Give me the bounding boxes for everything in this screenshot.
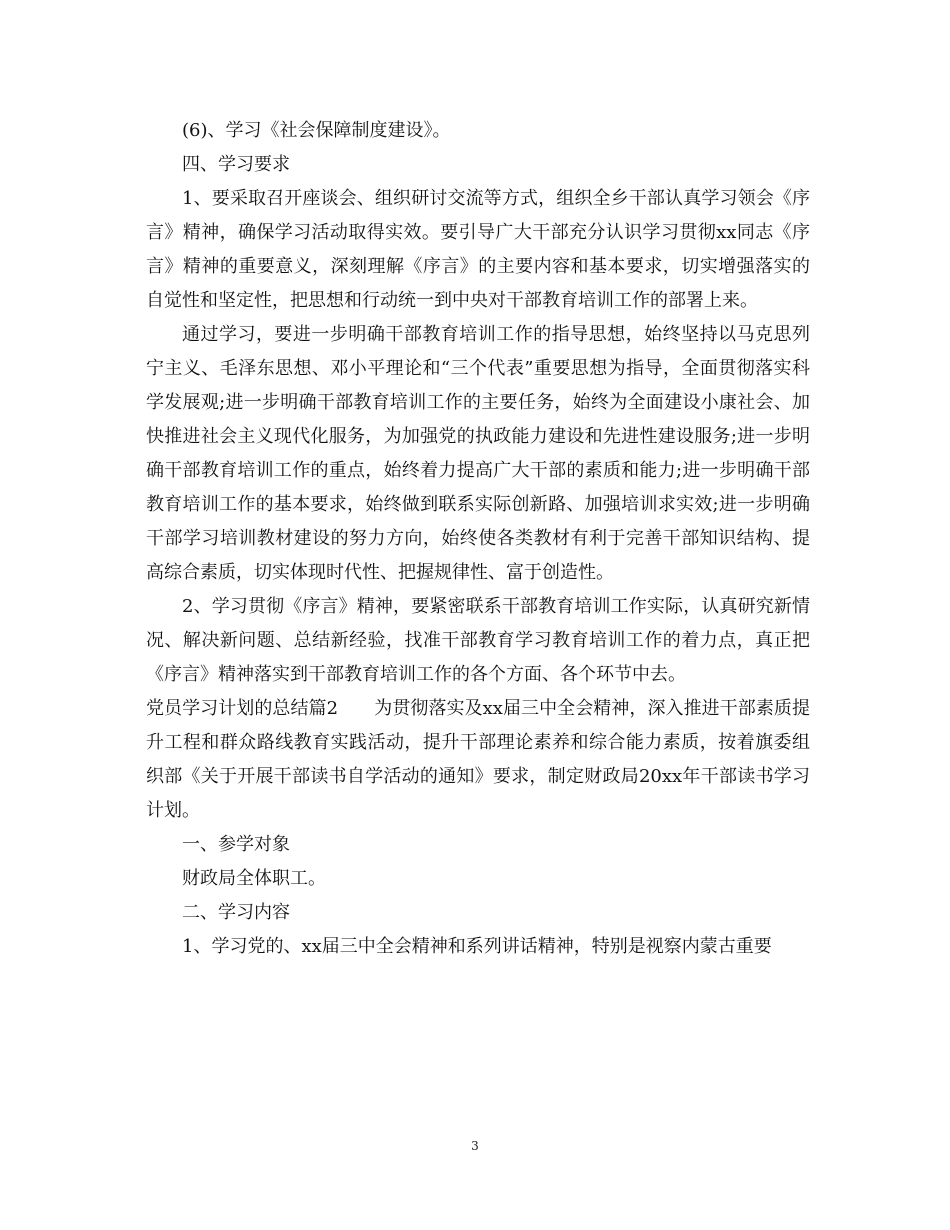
paragraph-plan-part-2-intro: 党员学习计划的总结篇2 为贯彻落实及xx届三中全会精神，深入推进干部素质提升工程和群众路线教育实践活动，提升干部理论素养和综合能力素质，按着旗委组织部《关于开展干部读书自学活动的通知》要求，制定财政局20xx年干部读书学习计划。 [146, 698, 810, 821]
page-number: 3 [471, 1139, 479, 1153]
paragraph-requirement-1: 1、要采取召开座谈会、组织研讨交流等方式，组织全乡干部认真学习领会《序言》精神，确保学习活动取得实效。要引导广大干部充分认识学习贯彻xx同志《序言》精神的重要意义，深刻理解《序言》的主要内容和基本要求，切实增强落实的自觉性和坚定性，把思想和行动统一到中央对干部教育培训工作的部署上来。 [146, 188, 810, 311]
paragraph-participants: 财政局全体职工。 [182, 868, 326, 889]
paragraph-study-content-1: 1、学习党的、xx届三中全会精神和系列讲话精神，特别是视察内蒙古重要 [182, 936, 772, 957]
heading-study-requirements: 四、学习要求 [182, 154, 290, 175]
heading-participants: 一、参学对象 [182, 834, 290, 855]
document-body [146, 114, 810, 964]
heading-study-content: 二、学习内容 [182, 902, 290, 923]
paragraph-requirement-2: 2、学习贯彻《序言》精神，要紧密联系干部教育培训工作实际，认真研究新情况、解决新问题、总结新经验，找准干部教育学习教育培训工作的着力点，真正把《序言》精神落实到干部教育培训工作的各个方面、各个环节中去。 [146, 596, 810, 685]
paragraph-study-social-security: (6)、学习《社会保障制度建设》。 [182, 120, 451, 141]
paragraph-through-study: 通过学习，要进一步明确干部教育培训工作的指导思想，始终坚持以马克思列宁主义、毛泽东思想、邓小平理论和“三个代表”重要思想为指导，全面贯彻落实科学发展观;进一步明确干部教育培训工作的主要任务，始终为全面建设小康社会、加快推进社会主义现代化服务，为加强党的执政能力建设和先进性建设服务;进一步明确干部教育培训工作的重点，始终着力提高广大干部的素质和能力;进一步明确干部教育培训工作的基本要求，始终做到联系实际创新路、加强培训求实效;进一步明确干部学习培训教材建设的努力方向，始终使各类教材有利于完善干部知识结构、提高综合素质，切实体现时代性、把握规律性、富于创造性。 [146, 324, 810, 583]
